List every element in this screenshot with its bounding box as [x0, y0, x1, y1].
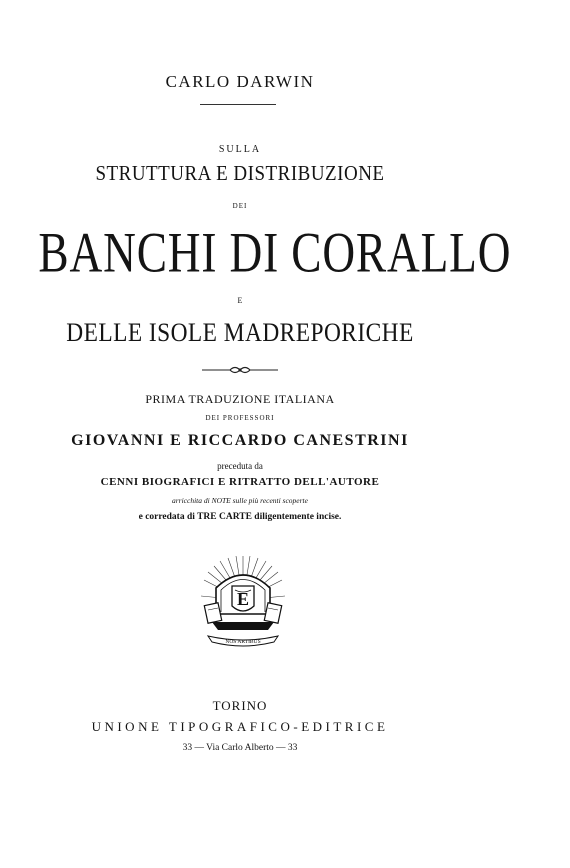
main-title: BANCHI DI CORALLO [38, 221, 512, 285]
publisher-name: UNIONE TIPOGRAFICO-EDITRICE [91, 719, 389, 734]
title-preposition: SULLA [218, 144, 262, 155]
corredata-note: e corredata di TRE CARTE diligentemente incise. [138, 512, 342, 522]
publisher-address: 33 — Via Carlo Alberto — 33 [182, 743, 298, 753]
author-name: CARLO DARWIN [165, 72, 315, 91]
arricchita-note: arricchita di NOTE sulle più recenti scoperte [172, 496, 308, 505]
ornament-divider-icon [200, 362, 280, 372]
title-subtitle-2: DELLE ISOLE MADREPORICHE [66, 318, 414, 347]
publication-city: TORINO [212, 698, 268, 713]
title-article: DEI [232, 202, 248, 210]
professori-label: DEI PROFESSORI [205, 414, 275, 422]
cenni-biografici: CENNI BIOGRAFICI E RITRATTO DELL'AUTORE [100, 476, 380, 488]
publisher-emblem-icon [198, 552, 288, 652]
emblem-motto: NOS ARTIBUS [225, 639, 261, 645]
translators-names: GIOVANNI E RICCARDO CANESTRINI [71, 432, 409, 449]
translation-note: PRIMA TRADUZIONE ITALIANA [145, 392, 335, 406]
title-subtitle-1: STRUTTURA E DISTRIBUZIONE [95, 162, 385, 186]
title-conjunction: E [237, 296, 243, 305]
preceduta-text: preceduta da [217, 461, 263, 471]
author-rule [200, 104, 276, 105]
svg-text:E: E [236, 589, 250, 609]
